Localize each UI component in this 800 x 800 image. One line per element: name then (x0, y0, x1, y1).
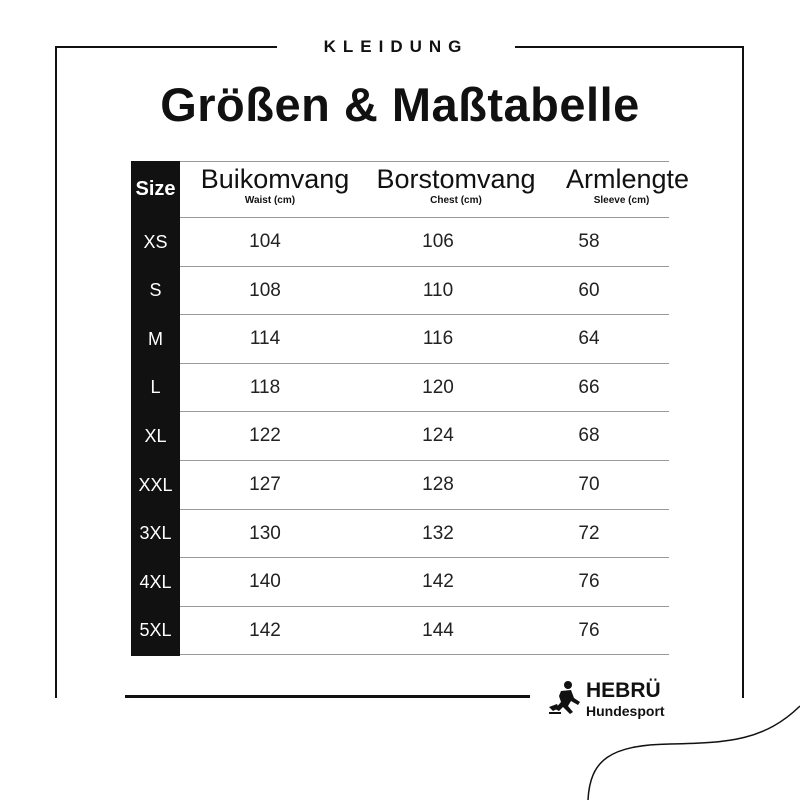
column-header-label: Borstomvang (376, 164, 536, 194)
frame-left-line (55, 46, 57, 698)
cell-waist: 108 (249, 279, 281, 301)
cell-chest: 132 (422, 522, 454, 544)
cell-waist: 104 (249, 231, 281, 252)
frame-right-line (742, 46, 744, 698)
cell-waist: 122 (249, 425, 281, 447)
cell-sleeve: 70 (578, 474, 600, 495)
column-header-unit: Sleeve (cm) (593, 195, 650, 206)
size-label: 5XL (139, 620, 172, 641)
size-label: XS (143, 231, 168, 252)
cell-sleeve: 58 (578, 231, 600, 252)
column-header-sleeve (555, 163, 700, 207)
cell-chest: 144 (422, 619, 454, 641)
cell-chest: 110 (422, 279, 454, 301)
header-top-rule (180, 161, 669, 162)
column-header-label: Buikomvang (200, 164, 350, 194)
cell-sleeve: 64 (578, 328, 600, 350)
cell-waist: 142 (249, 619, 281, 641)
size-column-header: Size (135, 178, 176, 200)
cell-waist: 118 (249, 376, 281, 398)
cell-chest: 120 (422, 376, 454, 398)
size-label: L (150, 377, 161, 398)
logo-brand: HEBRÜ (586, 679, 661, 702)
cell-chest: 116 (422, 328, 454, 350)
frame-top-right-line (515, 46, 744, 48)
cell-waist: 130 (249, 522, 281, 544)
cell-sleeve: 76 (578, 619, 600, 641)
cell-chest: 124 (422, 425, 454, 447)
size-label: 4XL (139, 571, 172, 592)
size-label: 3XL (139, 523, 172, 544)
logo-tagline: Hundesport (586, 703, 665, 719)
cell-waist: 140 (249, 571, 281, 593)
cell-chest: 142 (422, 571, 454, 593)
size-label: XXL (138, 474, 173, 495)
cell-sleeve: 72 (578, 522, 600, 544)
cell-sleeve: 60 (578, 279, 600, 301)
cell-sleeve: 66 (578, 376, 600, 398)
size-label: XL (144, 425, 167, 446)
column-header-unit: Waist (cm) (244, 195, 296, 206)
corner-decorative-curve (580, 700, 800, 800)
frame-top-left-line (55, 46, 277, 48)
cell-sleeve: 76 (578, 571, 600, 593)
column-header-chest (368, 163, 544, 207)
cell-chest: 128 (422, 474, 454, 495)
column-header-unit: Chest (cm) (430, 195, 482, 206)
size-label: S (149, 280, 162, 301)
cell-waist: 114 (249, 328, 281, 350)
cell-sleeve: 68 (578, 425, 600, 447)
cell-waist: 127 (249, 474, 281, 495)
cell-chest: 106 (422, 231, 454, 252)
frame-bottom-line (125, 695, 530, 698)
section-kicker: KLEIDUNG (323, 37, 469, 56)
row-divider (180, 654, 669, 655)
size-label: M (148, 328, 163, 349)
page-title: Größen & Maßtabelle (160, 78, 640, 131)
column-header-label: Armlengte (565, 164, 690, 194)
column-header-waist (190, 163, 360, 207)
